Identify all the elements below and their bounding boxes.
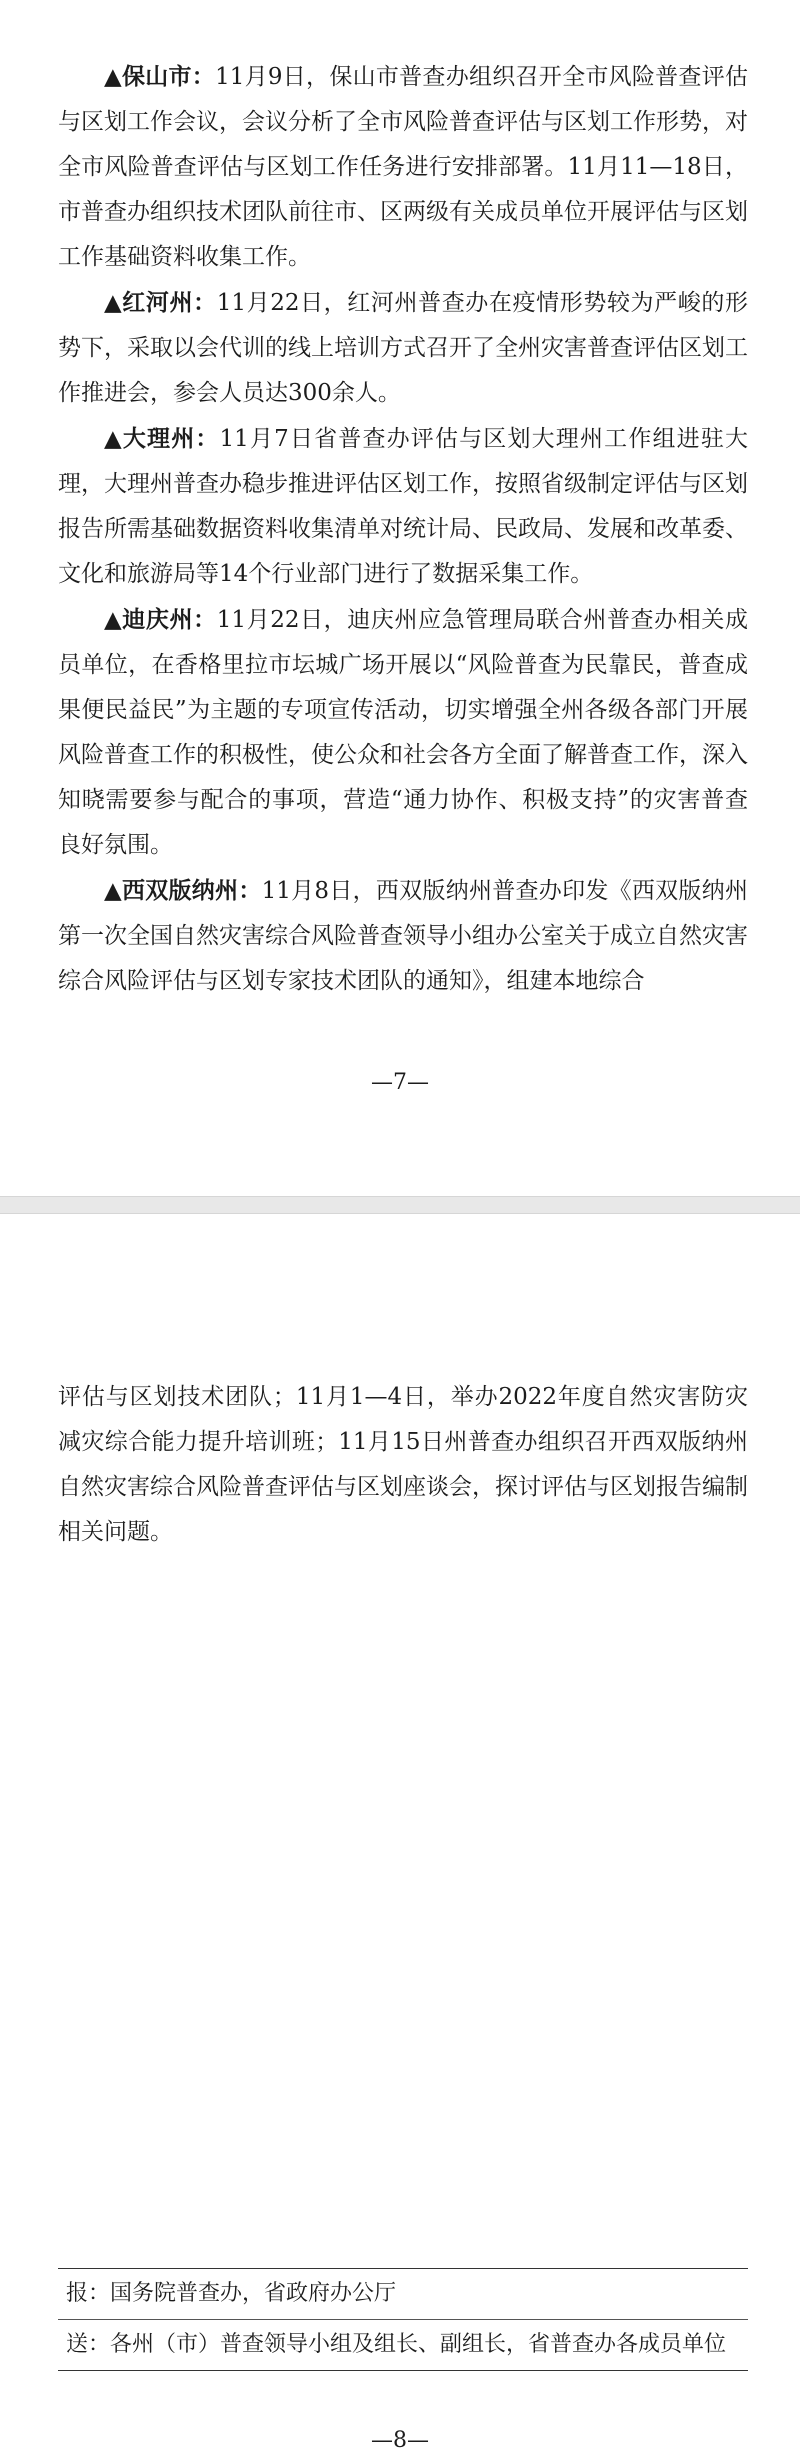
send-to-line: 送：各州（市）普查领导小组及组长、副组长，省普查办各成员单位 [66,2332,727,2357]
paragraph-honghe [58,280,748,416]
paragraph-baoshan [58,54,748,280]
page-7-body [58,54,748,1004]
paragraph-lead: ▲红河州： [104,289,217,316]
paragraph-continuation: 评估与区划技术团队；11月1—4日，举办2022年度自然灾害防灾减灾综合能力提升培训班；11月15日州普查办组织召开西双版纳州自然灾害综合风险普查评估与区划座谈会，探讨评估与区划报告编制相关问题。 [58,1384,748,1545]
page-number: —8— [371,2428,429,2453]
paragraph-lead: ▲迪庆州： [104,606,217,633]
document-page-7 [0,0,800,1196]
page-separator [0,1196,800,1214]
page-8-body [58,1375,748,1555]
paragraph-text: 11月22日，红河州普查办在疫情形势较为严峻的形势下，采取以会代训的线上培训方式召开了全州灾害普查评估区划工作推进会，参会人员达300余人。 [58,290,748,406]
distribution-list [58,2268,748,2371]
paragraph-text: 11月22日，迪庆州应急管理局联合州普查办相关成员单位，在香格里拉市坛城广场开展以“风险普查为民靠民，普查成果便民益民”为主题的专项宣传活动，切实增强全州各级各部门开展风险普查工作的积极性，使公众和社会各方全面了解普查工作，深入知晓需要参与配合的事项，营造“通力协作、积极支持”的灾害普查良好氛围。 [58,607,748,858]
report-to-line: 报：国务院普查办，省政府办公厅 [58,2269,748,2320]
paragraph-text: 11月7日省普查办评估与区划大理州工作组进驻大理，大理州普查办稳步推进评估区划工作，按照省级制定评估与区划报告所需基础数据资料收集清单对统计局、民政局、发展和改革委、文化和旅游局等14个行业部门进行了数据采集工作。 [58,426,748,587]
paragraph-text: 11月8日，西双版纳州普查办印发《西双版纳州第一次全国自然灾害综合风险普查领导小组办公室关于成立自然灾害综合风险评估与区划专家技术团队的通知》，组建本地综合 [58,878,748,994]
paragraph-diqing [58,597,748,868]
paragraph-lead: ▲保山市： [104,63,216,90]
page-number: —7— [371,1070,429,1095]
paragraph-lead: ▲大理州： [104,425,220,452]
paragraph-lead: ▲西双版纳州： [104,877,262,904]
paragraph-xishuangbanna [58,868,748,1004]
divider [58,2370,748,2371]
paragraph-text: 11月9日，保山市普查办组织召开全市风险普查评估与区划工作会议，会议分析了全市风险普查评估与区划工作形势，对全市风险普查评估与区划工作任务进行安排部署。11月11—18日，市普查办组织技术团队前往市、区两级有关成员单位开展评估与区划工作基础资料收集工作。 [58,64,748,270]
paragraph-dali [58,416,748,597]
